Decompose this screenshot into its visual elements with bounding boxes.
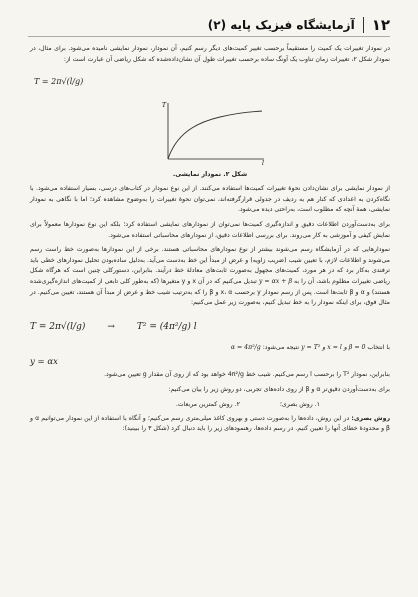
- method-least-squares: ۲. روش کمترین مربعات.: [175, 400, 240, 408]
- paragraph-choice-text-2: نتیجه می‌شود:: [262, 343, 300, 351]
- paragraph-choice-text: با انتخاب: [367, 343, 390, 351]
- visual-method-text: در این روش، داده‌ها را به‌صورت دستی و بهروی کاغذ میلی‌متری رسم می‌کنیم؛ و آنگاه با استفاده از این نمودار می‌توانیم α و β و محدودهٔ خطای آنها را تعیین کنیم. در رسم داده‌ها، رهنمودهای زیر را باید دنبال کرد (شکل ۳ را ببینید):: [30, 414, 390, 433]
- inline-result-alpha: α = 4π²/g: [230, 343, 261, 351]
- axis-label-x: l: [262, 160, 264, 166]
- graph-svg: [150, 99, 270, 165]
- method-visual: ۱. روش بصری؛: [279, 400, 320, 408]
- paragraph-intro: در نمودار تغییرات یک کمیت را مستقیماً برحسب تغییر کمیت‌های دیگر رسم کنیم، آن نمودار، نمودار نمایشی نامیده می‌شود. برای مثال، در نمودار شکل ۲، تغییرات زمان تناوب یک آونگ ساده برحسب تغییرات طول آن نشان‌داده‌شده که شکل ریاضی آن عبارت است از:: [30, 45, 390, 63]
- arrow-icon: →: [107, 321, 115, 332]
- axis-label-y: T: [162, 102, 167, 110]
- paragraph-lab-charts-text: نمودارهایی که در آزمایشگاه رسم می‌شوند بیشتر از نوع نمودارهای محاسباتی هستند. برخی از این نمودارها به‌صورت خط راست رسم می‌شوند و اطلاعات لازم، با تعیین شیب (ضریب زاویه) و عرض از مبدأ این خط به‌دست می‌آید. به‌دلیل ساده‌بودن تحلیل نمودارهای خطی باید ترفندی به‌کار برد که در هر مورد، کمیت‌های مجهول به‌صورت ثابت‌های معادلهٔ خط درآیند. بنابراین، دستورکلی چنین است که هرگاه شکل ریاضی تغییرات مطلوم باشد، آن را به: [30, 246, 391, 285]
- figure-graph: [30, 99, 390, 169]
- paragraph-lab-charts: [30, 245, 390, 309]
- paragraph-lab-charts-text-2: تبدیل می‌کنیم که در آن x و y متغیرها (که به‌طور کلی تابعی از کمیت‌های اندازه‌گیری‌شده هستند) و α و β ثابت‌ها است. پس از رسم نمودار y برحسب x، α و β را که به‌ترتیب شیب خط و عرض از مبدأ آن هستند، تعیین می‌کنیم. در مثال فوق، برای اینکه نمودار را به خط تبدیل کنیم، به‌صورت زیر عمل می‌کنیم:: [30, 277, 391, 307]
- figure-caption: شکل ۲. نمودار نمایشی.: [172, 171, 248, 179]
- paragraph-visual-method: [30, 414, 390, 435]
- equation-result-line: y = αx: [30, 357, 58, 368]
- graph-curve: [168, 111, 262, 159]
- header-title: آزمایشگاه فیزیک پایه (۲): [207, 18, 355, 32]
- page-content: [30, 44, 390, 439]
- header-divider: [363, 17, 364, 33]
- paragraph-choice: [30, 343, 390, 354]
- equation-pendulum: [34, 69, 390, 95]
- paragraph-methods-intro: برای به‌دست‌آوردن دقیق‌تر α و β از روی داده‌های تجربی، دو روش زیر را بیان می‌کنیم:: [168, 385, 390, 393]
- equation-pendulum-text: T = 2π√(l/g): [34, 77, 84, 87]
- methods-list: [30, 400, 320, 410]
- visual-method-label: روش بصری:: [351, 414, 391, 422]
- paragraph-precision: برای به‌دست‌آوردن اطلاعات دقیق و اندازه‌گیری کمیت‌ها نمی‌توان از نمودارهای نمایشی استفاده کرد؛ بلکه این نوع نمودارها معمولاً برای نمایش کیفی و آموزشی به کار می‌روند. برای بررسی اطلاعات دقیق، از نمودارهای محاسباتی استفاده می‌شود.: [30, 220, 390, 239]
- equation-transform-right: T² = (4π²/g) l: [136, 321, 197, 332]
- equation-transform-left: T = 2π√(l/g): [30, 321, 86, 332]
- equation-transform: [30, 313, 390, 341]
- paragraph-plot-t2: بنابراین، نمودار T² را برحسب l رسم می‌کنیم. شیب خط 4π²/g خواهد بود که از روی آن مقدار g تعیین می‌شود.: [104, 371, 390, 379]
- inline-linear-form: y = αx + β: [258, 277, 293, 285]
- inline-choice: y = T² و x = l و β = 0: [301, 343, 366, 351]
- page-header: [28, 14, 390, 37]
- page-number: ۱۲: [371, 16, 390, 34]
- paragraph-display-charts: از نمودار نمایشی برای نشان‌دادن نحوهٔ تغییرات کمیت‌ها استفاده می‌کنند. از این نوع نمودار در کتاب‌های درسی، بسیار استفاده می‌شود. با نگاه‌کردن به اعدادی که کنار هم به ردیف در جدولی قرارگرفته‌اند، نمی‌توان نحوهٔ تغییرات را به‌وضوح مشاهده کرد؛ اما با نگاهی به نمودار نمایشی، همهٔ آنچه که مطلوب است، به‌راحتی دیده می‌شود.: [30, 185, 390, 214]
